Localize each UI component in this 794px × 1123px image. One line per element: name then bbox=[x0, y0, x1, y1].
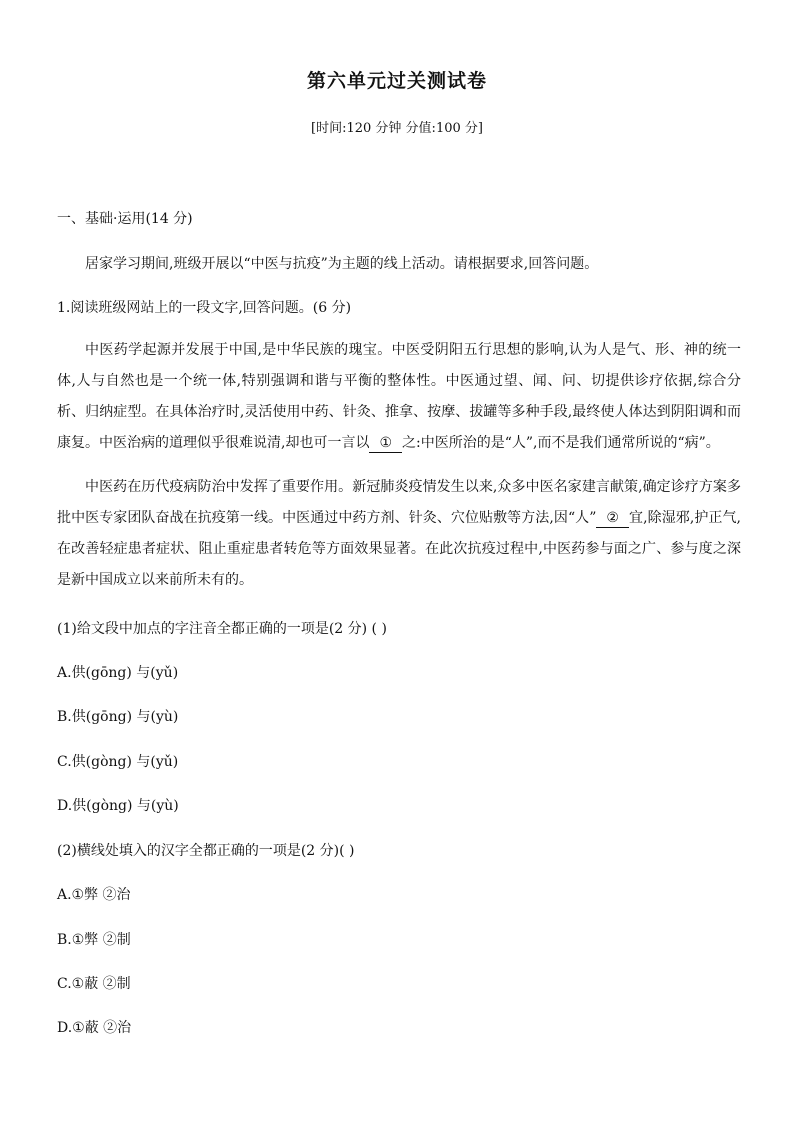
exam-meta: [时间:120 分钟 分值:100 分] bbox=[311, 121, 483, 136]
passage-2-text-a: 中医药在历代疫病防治中发挥了重要作用。新冠肺炎疫情发生以来,众多中医名家建言献策,确定诊疗方案多批中医专家团队奋战在抗疫第一线。中医通过中药方剂、针灸、穴位贴敷等方法,因“人” bbox=[57, 479, 741, 526]
subquestion-1-option-c: C.供(gòng) 与(yǔ) bbox=[57, 754, 179, 770]
blank-2: ② bbox=[596, 509, 629, 528]
subquestion-2-option-c: C.①蔽 ②制 bbox=[57, 976, 131, 992]
page-title: 第六单元过关测试卷 bbox=[306, 70, 487, 92]
subquestion-2-option-b: B.①弊 ②制 bbox=[57, 932, 131, 948]
subquestion-2-option-a: A.①弊 ②治 bbox=[57, 887, 131, 903]
passage-2-text-b: 宜,除湿邪,护正气,在改善轻症患者症状、阻止重症患者转危等方面效果显著。在此次抗疫过程中,中医药参与面之广、参与度之深是新中国成立以来前所未有的。 bbox=[57, 510, 741, 588]
subquestion-1-option-b: B.供(gōng) 与(yù) bbox=[57, 709, 179, 725]
subquestion-2-option-d: D.①蔽 ②治 bbox=[57, 1020, 132, 1036]
section-intro: 居家学习期间,班级开展以“中医与抗疫”为主题的线上活动。请根据要求,回答问题。 bbox=[85, 256, 599, 272]
subquestion-1-option-d: D.供(gòng) 与(yù) bbox=[57, 798, 179, 814]
passage-1-text-a: 中医药学起源并发展于中国,是中华民族的瑰宝。中医受阴阳五行思想的影响,认为人是气、形、神的统一体,人与自然也是一个统一体,特别强调和谐与平衡的整体性。中医通过望、闻、问、切提供诊疗依据,综合分析、归纳症型。在具体治疗时,灵活使用中药、针灸、推拿、按摩、拔罐等多种手段,最终使人体达到阴阳调和而康复。中医治病的道理似乎很难说清,却也可一言以 bbox=[57, 342, 741, 451]
passage-1-text-b: 之:中医所治的是“人”,而不是我们通常所说的“病”。 bbox=[402, 435, 720, 451]
subquestion-1-stem: (1)给文段中加点的字注音全都正确的一项是(2 分) ( ) bbox=[57, 621, 387, 637]
passage-paragraph-1 bbox=[57, 335, 741, 459]
question-1-stem: 1.阅读班级网站上的一段文字,回答问题。(6 分) bbox=[57, 300, 352, 316]
subquestion-1-option-a: A.供(gōng) 与(yǔ) bbox=[57, 665, 179, 681]
section-heading: 一、基础·运用(14 分) bbox=[57, 211, 193, 227]
passage-paragraph-2 bbox=[57, 472, 741, 596]
subquestion-2-stem: (2)横线处填入的汉字全都正确的一项是(2 分)( ) bbox=[57, 843, 355, 859]
blank-1: ① bbox=[369, 434, 402, 453]
